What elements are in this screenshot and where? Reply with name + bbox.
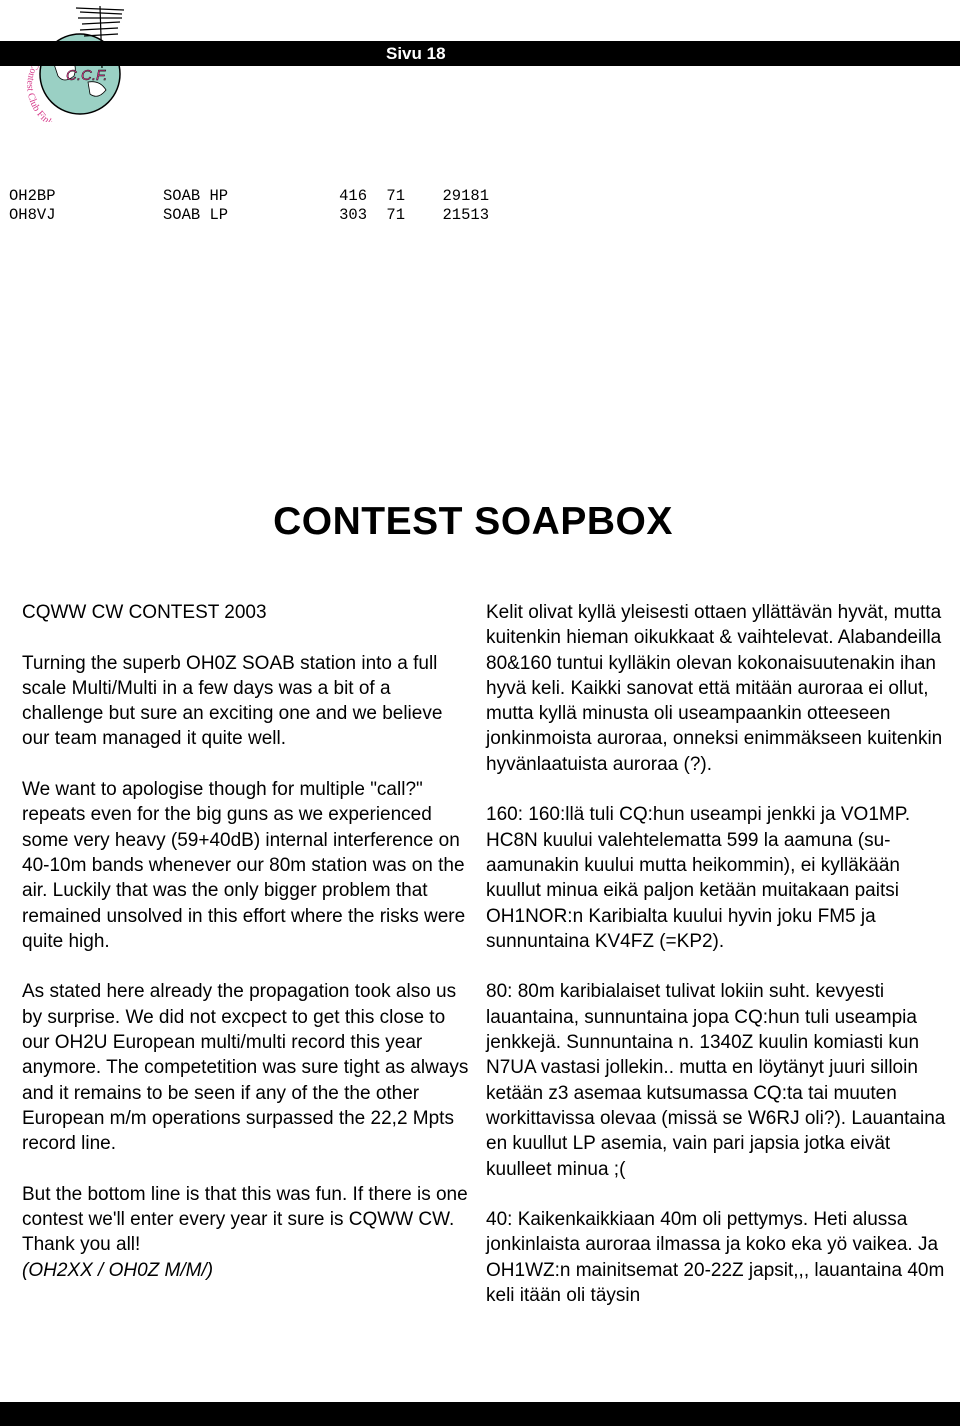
result-category: SOAB HP xyxy=(163,187,229,205)
article-paragraph: Turning the superb OH0Z SOAB station into a full scale Multi/Multi in a few days was a bit of a challenge but sure an exciting one and we believe our team managed it quite well. xyxy=(22,652,443,750)
page-number: Sivu 18 xyxy=(386,44,446,63)
results-table xyxy=(9,187,489,225)
page-title: CONTEST SOAPBOX xyxy=(273,500,673,543)
results-row xyxy=(9,187,489,206)
article-heading: CQWW CW CONTEST 2003 xyxy=(22,602,267,623)
article-paragraph: As stated here already the propagation took also us by surprise. We did not excpect to get this close to our OH2U European multi/multi record this year anymore. The competetition was sure tight as always and it remains to be seen if any of the the other European m/m operations surpassed the 22,2 Mpts record line. xyxy=(22,981,469,1155)
results-row xyxy=(9,206,489,225)
article-paragraph: But the bottom line is that this was fun. If there is one contest we'll enter every year it sure is CQWW CW. Thank you all! xyxy=(22,1183,468,1256)
result-call: OH8VJ xyxy=(9,206,56,224)
result-call: OH2BP xyxy=(9,187,56,205)
article-signature: (OH2XX / OH0Z M/M/) xyxy=(22,1259,214,1281)
result-category: SOAB LP xyxy=(163,206,229,224)
logo-initials: C.C.F. xyxy=(66,67,108,84)
result-mults: 71 xyxy=(386,206,405,224)
article-paragraph: 160: 160:llä tuli CQ:hun useampi jenkki ja VO1MP. HC8N kuului valehtelematta 599 la aamuna (su-aamunakin kuului mutta heikommin), ei kylläkään kuullut minua eikä paljon ketään muitakaan paitsi OH1NOR:n Karibialta kuului hyvin joku FM5 ja sunnuntaina KV4FZ (=KP2). xyxy=(486,804,911,952)
article-paragraph: 40: Kaikenkaikkiaan 40m oli pettymys. Heti alussa jonkinlaista auroraa ilmassa ja koko eka yö vaikea. Ja OH1WZ:n mainitsemat 20-22Z japsit,,, lauantaina 40m keli itään oli täysin xyxy=(486,1209,945,1307)
result-points: 21513 xyxy=(442,206,489,224)
result-qsos: 303 xyxy=(339,206,367,224)
logo-arc-text: ontest Club Fin xyxy=(24,66,52,122)
header-bar xyxy=(0,41,960,66)
article-paragraph: 80: 80m karibialaiset tulivat lokiin suht. kevyesti lauantaina, sunnuntaina jopa CQ:hun tuli useampia jenkkejä. Sunnuntaina n. 1340Z kuulin komiasti kun N7UA vastasi jollekin.. mutta en löytänyt juuri silloin ketään z3 asemaa kutsumassa CQ:ta tai muuten workittavissa olevaa (missä se W6RJ oli?). Lauantaina en kuullut LP asemia, vain pari japsia jotka eivät kuulleet minua ;( xyxy=(486,981,946,1180)
result-qsos: 416 xyxy=(339,187,367,205)
left-column xyxy=(22,600,472,1283)
article-paragraph: We want to apologise though for multiple "call?" repeats even for the big guns as we experienced some very heavy (59+40dB) internal interference on 40-10m bands whenever our 80m station was on the air. Luckily that was the only bigger problem that remained unsolved in this effort where the risks were quite high. xyxy=(22,779,466,952)
article-paragraph: Kelit olivat kyllä yleisesti ottaen yllättävän hyvät, mutta kuitenkin hieman oikukkaat & vaihtelevat. Alabandeilla 80&160 tuntui kylläkin olevan kokonaisuutenakin ihan hyvä keli. Kaikki sanovat että mitään auroraa ei ollut, mutta kyllä minusta oli useampaankin otteeseen jonkinmoista auroraa, onneksi enimmäkseen kuitenkin hyvänlaatuista auroraa (?). xyxy=(486,602,943,775)
result-points: 29181 xyxy=(442,187,489,205)
result-mults: 71 xyxy=(386,187,405,205)
footer-bar xyxy=(0,1402,960,1426)
right-column xyxy=(486,600,946,1308)
